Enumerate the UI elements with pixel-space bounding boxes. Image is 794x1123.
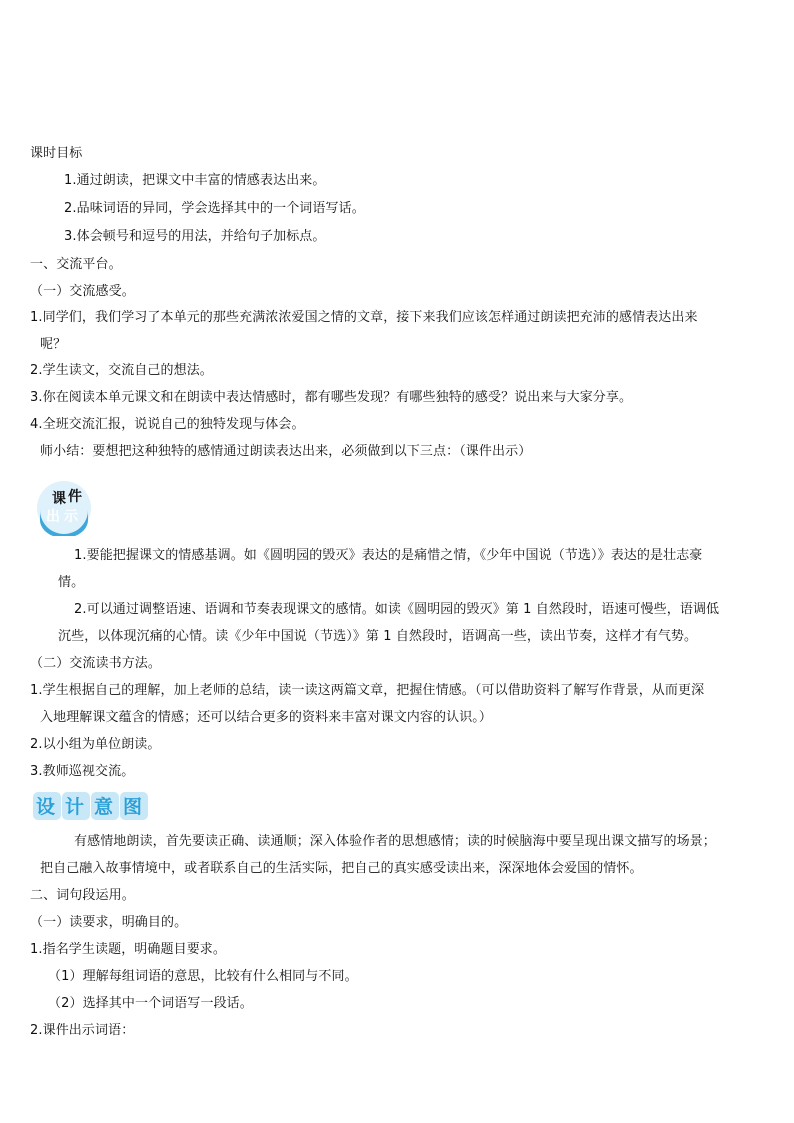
- subsection-title: （一）读要求，明确目的。: [30, 915, 188, 930]
- subsection-title: （二）交流读书方法。: [30, 656, 162, 671]
- kejian-text: 情。: [58, 575, 85, 590]
- design-intent-text: 有感情地朗读，首先要读正确、读通顺；深入体验作者的思想感情；读的时候脑海中要呈现出课文描写的场景；: [74, 834, 716, 849]
- badge-char: 件: [68, 489, 82, 505]
- kejian-text: 沉些，以体现沉痛的心情。读《少年中国说（节选）》第 1 自然段时，语调高一些，读出节奏，这样才有气势。: [58, 629, 698, 644]
- badge-char: 课: [52, 491, 66, 507]
- kejian-chushi-badge-icon: [34, 480, 94, 536]
- badge-char: 设: [36, 796, 56, 818]
- badge-char: 意: [94, 796, 114, 818]
- step-text: 4.全班交流汇报，说说自己的独特发现与体会。: [30, 417, 305, 432]
- step-text: 2.课件出示词语：: [30, 1023, 135, 1038]
- kejian-text: 1.要能把握课文的情感基调。如《圆明园的毁灭》表达的是痛惜之情，《少年中国说（节选）》表达的是壮志豪: [74, 548, 703, 563]
- step-text: 1.同学们，我们学习了本单元的那些充满浓浓爱国之情的文章，接下来我们应该怎样通过朗读把充沛的感情表达出来: [30, 310, 698, 325]
- objective-item: 1.通过朗读，把课文中丰富的情感表达出来。: [64, 173, 326, 188]
- section-title: 二、词句段运用。: [30, 888, 135, 903]
- step-text: 入地理解课文蕴含的情感；还可以结合更多的资料来丰富对课文内容的认识。）: [40, 710, 493, 725]
- teacher-summary: 师小结：要想把这种独特的感情通过朗读表达出来，必须做到以下三点：（课件出示）: [40, 444, 532, 459]
- badge-char: 计: [65, 796, 85, 818]
- objectives-heading: 课时目标: [30, 146, 83, 161]
- badge-char: 示: [64, 509, 78, 525]
- objective-item: 3.体会顿号和逗号的用法，并给句子加标点。: [64, 229, 326, 244]
- step-text: （2）选择其中一个词语写一段话。: [48, 996, 253, 1011]
- kejian-text: 2.可以通过调整语速、语调和节奏表现课文的感情。如读《圆明园的毁灭》第 1 自然段时，语速可慢些，语调低: [74, 602, 720, 617]
- step-text: 3.教师巡视交流。: [30, 764, 135, 779]
- badge-char: 图: [123, 796, 143, 818]
- badge-char: 出: [46, 509, 60, 525]
- subsection-title: （一）交流感受。: [30, 284, 135, 299]
- step-text: 1.指名学生读题，明确题目要求。: [30, 942, 227, 957]
- step-text: （1）理解每组词语的意思，比较有什么相同与不同。: [48, 969, 358, 984]
- design-intent-text: 把自己融入故事情境中，或者联系自己的生活实际，把自己的真实感受读出来，深深地体会爱国的情怀。: [40, 861, 643, 876]
- step-text: 1.学生根据自己的理解，加上老师的总结，读一读这两篇文章，把握住情感。（可以借助资料了解写作背景，从而更深: [30, 683, 705, 698]
- objective-item: 2.品味词语的异同，学会选择其中的一个词语写话。: [64, 201, 365, 216]
- sheji-yitu-badge-icon: [32, 790, 150, 822]
- step-text: 3.你在阅读本单元课文和在朗读中表达情感时，都有哪些发现？有哪些独特的感受？说出来与大家分享。: [30, 390, 633, 405]
- step-text: 2.学生读文，交流自己的想法。: [30, 363, 213, 378]
- section-title: 一、交流平台。: [30, 257, 122, 272]
- step-text: 呢？: [40, 337, 67, 352]
- step-text: 2.以小组为单位朗读。: [30, 737, 161, 752]
